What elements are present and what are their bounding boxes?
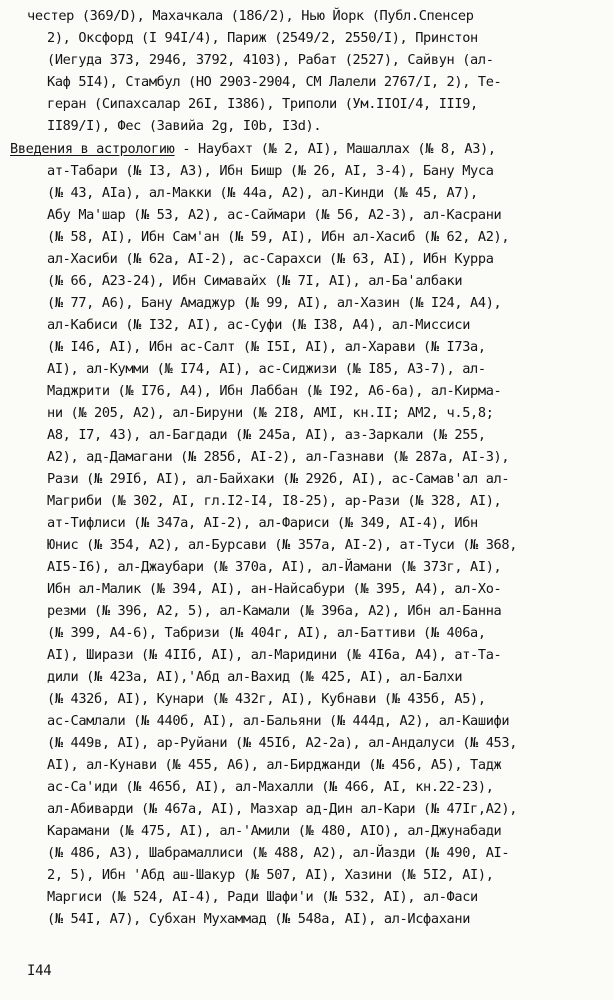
text-line: Абу Ма'шар (№ 53, А2), ас-Саймари (№ 56, А2-3), ал-Касрани [47,207,502,223]
text-line: Карамани (№ 475, АI), ал-'Амили (№ 480, АIO), ал-Джунабади [47,823,502,839]
entry-text: - Наубахт (№ 2, АI), Машаллах (№ 8, А3), [174,141,496,157]
text-line: ал-Абиварди (№ 467а, АI), Мазхар ад-Дин ал-Кари (№ 47Iг,А2), [47,801,518,817]
text-line: ас-Са'иди (№ 465б, АI), ал-Махалли (№ 466, АI, кн.22-23), [47,779,494,795]
text-line: (№ 58, АI), Ибн Сам'ан (№ 59, АI), Ибн ал-Хасиб (№ 62, А2), [47,229,510,245]
text-line: (Иегуда 373, 2946, 3792, 4103), Рабат (2527), Сайвун (ал- [47,52,494,68]
text-line: (№ 43, АIа), ал-Макки (№ 44а, А2), ал-Кинди (№ 45, А7), [47,185,478,201]
text-line: Рази (№ 29Iб, АI), ал-Байхаки (№ 292б, АI), ас-Самав'ал ал- [47,471,510,487]
text-line: II89/I), Фес (Завийа 2g, I0b, I3d). [47,118,322,134]
text-line: ат-Табари (№ I3, А3), Ибн Бишр (№ 26, АI, 3-4), Бану Муса [47,163,494,179]
text-line: Ибн ал-Малик (№ 394, АI), ан-Найсабури (№ 395, А4), ал-Хо- [47,581,502,597]
text-line: А2), ад-Дамагани (№ 285б, АI-2), ал-Газнави (№ 287а, АI-3), [47,449,510,465]
text-line: ал-Кабиси (№ I32, АI), ас-Суфи (№ I38, А4), ал-Миссиси [47,317,471,333]
entry-line [10,138,496,160]
text-line: ни (№ 205, А2), ал-Бируни (№ 2I8, АМI, кн.II; АМ2, ч.5,8; [47,405,494,421]
text-line: Каф 5I4), Стамбул (НО 2903-2904, СМ Лалели 2767/I, 2), Те- [47,74,502,90]
text-line: (№ 432б, АI), Кунари (№ 432г, АI), Кубнави (№ 435б, А5), [47,691,486,707]
text-line: Маргиси (№ 524, АI-4), Ради Шафи'и (№ 532, АI), ал-Фаси [47,889,478,905]
page-number: I44 [27,963,52,979]
entry-term: Введения в астрологию [10,141,175,157]
text-line: резми (№ 396, А2, 5), ал-Камали (№ 396а, А2), Ибн ал-Банна [47,603,502,619]
text-line: 2, 5), Ибн 'Абд аш-Шакур (№ 507, АI), Хазини (№ 5I2, АI), [47,867,494,883]
text-line: геран (Сипахсалар 26I, I386), Триполи (Ум.IIOI/4, III9, [47,96,478,112]
text-line: АI), ал-Кумми (№ I74, АI), ас-Сиджизи (№ I85, А3-7), ал- [47,361,486,377]
text-line: (№ 399, А4-6), Табризи (№ 404г, АI), ал-Баттиви (№ 406а, [47,625,486,641]
text-line: (№ 449в, АI), ар-Руйани (№ 45Iб, А2-2а), ал-Андалуси (№ 453, [47,735,518,751]
text-line: АI), ал-Кунави (№ 455, А6), ал-Бирджанди (№ 456, А5), Тадж [47,757,502,773]
text-line: дили (№ 423а, АI),'Абд ал-Вахид (№ 425, АI), ал-Балхи [47,669,463,685]
text-line: АI), Ширази (№ 4IIб, АI), ал-Маридини (№ 4I6а, А4), ат-Та- [47,647,502,663]
text-line: (№ 66, А23-24), Ибн Симавайх (№ 7I, АI), ал-Ба'албаки [47,273,463,289]
text-line: ал-Хасиби (№ 62а, АI-2), ас-Сарахси (№ 63, АI), Ибн Курра [47,251,494,267]
text-line: АI5-I6), ал-Джаубари (№ 370а, АI), ал-Йамани (№ 373г, АI), [47,559,502,575]
text-line: (№ I46, АI), Ибн ас-Салт (№ I5I, АI), ал-Харави (№ I73а, [47,339,486,355]
text-line: честер (369/D), Махачкала (186/2), Нью Йорк (Публ.Спенсер [27,8,474,24]
text-line: ат-Тифлиси (№ 347а, АI-2), ал-Фариси (№ 349, АI-4), Ибн [47,515,478,531]
text-line: (№ 77, А6), Бану Амаджур (№ 99, АI), ал-Хазин (№ I24, А4), [47,295,502,311]
text-line: ас-Самлали (№ 440б, АI), ал-Бальяни (№ 444д, А2), ал-Кашифи [47,713,510,729]
text-line: 2), Оксфорд (I 94I/4), Париж (2549/2, 2550/I), Принстон [47,30,478,46]
text-line: (№ 486, А3), Шабрамаллиси (№ 488, А2), ал-Йазди (№ 490, АI- [47,845,510,861]
text-line: А8, I7, 43), ал-Багдади (№ 245а, АI), аз-Заркали (№ 255, [47,427,486,443]
text-line: Маджрити (№ I76, А4), Ибн Лаббан (№ I92, А6-6а), ал-Кирма- [47,383,502,399]
text-line: Юнис (№ 354, А2), ал-Бурсави (№ 357а, АI-2), ат-Туси (№ 368, [47,537,518,553]
text-line: (№ 54I, А7), Субхан Мухаммад (№ 548а, АI), ал-Исфахани [47,911,471,927]
text-line: Магриби (№ 302, АI, гл.I2-I4, I8-25), ар-Рази (№ 328, АI), [47,493,502,509]
